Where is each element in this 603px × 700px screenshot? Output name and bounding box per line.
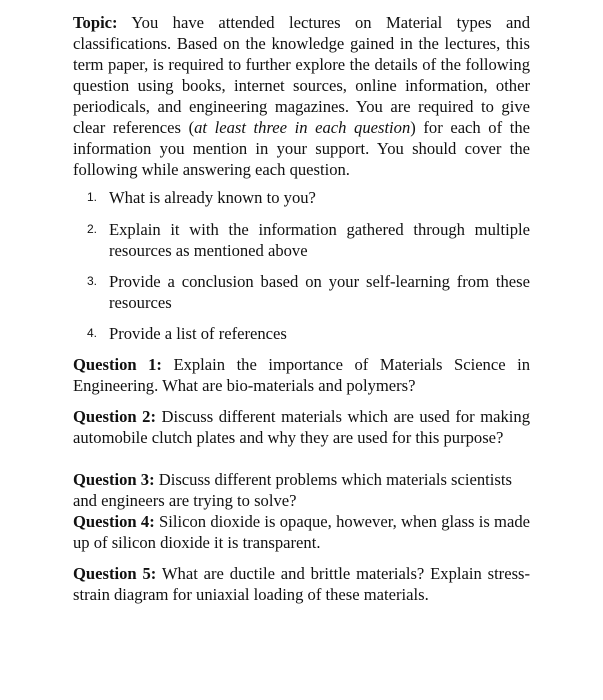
question-1 (73, 354, 530, 396)
list-item-number: 2. (87, 222, 98, 236)
question-text: Discuss different problems which materials scientists and engineers are trying to solve? (73, 470, 512, 510)
list-item-number: 4. (87, 326, 98, 340)
list-item (73, 187, 530, 208)
topic-emphasis: at least three in each question (194, 118, 411, 137)
list-item-number: 1. (87, 190, 98, 204)
question-label: Question 2: (73, 407, 156, 426)
list-item-text: Provide a conclusion based on your self-learning from these resources (109, 272, 530, 312)
document-page (73, 12, 530, 605)
question-2 (73, 406, 530, 448)
instruction-list (73, 187, 530, 344)
question-text: Silicon dioxide is opaque, however, when glass is made up of silicon dioxide it is transparent. (73, 512, 530, 552)
question-label: Question 1: (73, 355, 162, 374)
question-text: Explain the importance of Materials Science in Engineering. What are bio-materials and polymers? (73, 355, 530, 395)
list-item (73, 323, 530, 344)
question-label: Question 3: (73, 470, 155, 489)
question-3 (73, 469, 530, 511)
list-item-text: Provide a list of references (109, 324, 287, 343)
list-item-number: 3. (87, 274, 98, 288)
question-label: Question 4: (73, 512, 155, 531)
list-item-text: Explain it with the information gathered through multiple resources as mentioned above (109, 220, 530, 260)
question-text: Discuss different materials which are used for making automobile clutch plates and why they are used for this purpose? (73, 407, 530, 447)
question-5 (73, 563, 530, 605)
topic-label: Topic: (73, 13, 118, 32)
list-item (73, 219, 530, 261)
topic-text-after: ) for each of the information you mention in your support. You should cover the following while answering each question. (73, 118, 530, 179)
list-item-text: What is already known to you? (109, 188, 316, 207)
list-item (73, 271, 530, 313)
question-label: Question 5: (73, 564, 157, 583)
topic-paragraph (73, 12, 530, 180)
question-text: What are ductile and brittle materials? Explain stress-strain diagram for uniaxial loading of these materials. (73, 564, 531, 604)
topic-text-before: You have attended lectures on Material types and classifications. Based on the knowledge gained in the lectures, this term paper, is required to further explore the details of the following question using books, internet sources, online information, other periodicals, and engineering magazines. You are required to give clear references ( (73, 13, 530, 137)
question-4 (73, 511, 530, 553)
